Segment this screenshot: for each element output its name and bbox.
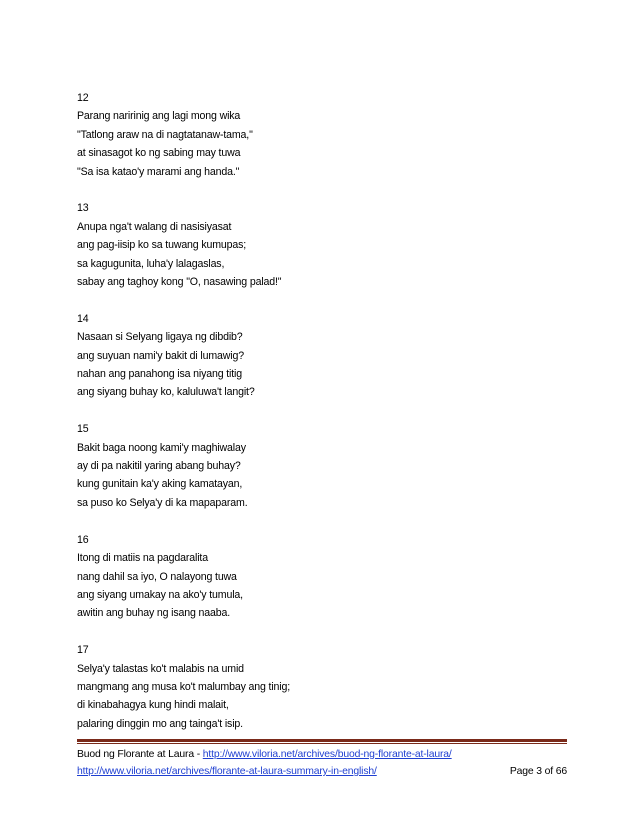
stanza-number: 12	[77, 92, 89, 104]
footer-title: Buod ng Florante at Laura -	[77, 749, 203, 760]
stanza-line: Parang naririnig ang lagi mong wika	[77, 110, 241, 123]
stanza-line: di kinabahagya kung hindi malait,	[77, 699, 229, 712]
stanza-line: Anupa nga't walang di nasisiyasat	[77, 220, 232, 233]
footer-link-summary[interactable]: http://www.viloria.net/archives/florante-at-laura-summary-in-english/	[77, 766, 377, 777]
stanza-line: sa kagugunita, luha'y lalagaslas,	[77, 257, 225, 270]
stanza-line: awitin ang buhay ng isang naaba.	[77, 607, 231, 620]
stanza-line: kung gunitain ka'y aking kamatayan,	[77, 478, 243, 491]
stanza-number: 14	[77, 312, 89, 325]
stanza-line: ang siyang umakay na ako'y tumula,	[77, 588, 243, 601]
stanza-line: Itong di matiis na pagdaralita	[77, 552, 208, 565]
stanza-line: "Tatlong araw na di nagtatanaw-tama,"	[77, 128, 253, 141]
stanza-number: 16	[77, 533, 89, 546]
footer-divider-thin	[77, 743, 567, 744]
stanza-line: sabay ang taghoy kong "O, nasawing palad!"	[77, 276, 282, 289]
stanza	[77, 310, 567, 402]
stanza-number: 13	[77, 202, 89, 215]
stanza-line: sa puso ko Selya'y di ka mapaparam.	[77, 496, 248, 509]
footer-link-buod[interactable]: http://www.viloria.net/archives/buod-ng-florante-at-laura/	[202, 749, 452, 760]
stanza	[77, 641, 567, 733]
stanza-line: nahan ang panahong isa niyang titig	[77, 368, 242, 381]
stanza-number: 17	[77, 644, 89, 657]
stanza	[77, 531, 567, 623]
stanza-line: Nasaan si Selyang ligaya ng dibdib?	[77, 331, 243, 344]
stanza-line: palaring dinggin mo ang tainga't isip.	[77, 717, 243, 730]
footer-divider-thick	[77, 739, 567, 742]
stanza-line: nang dahil sa iyo, O nalayong tuwa	[77, 570, 237, 583]
stanza-line: ang siyang buhay ko, kaluluwa't langit?	[77, 386, 255, 399]
stanza-line: ang pag-iisip ko sa tuwang kumupas;	[77, 239, 247, 252]
stanza-line: ang suyuan nami'y bakit di lumawig?	[77, 349, 244, 362]
page-footer	[77, 739, 567, 780]
stanza-line: at sinasagot ko ng sabing may tuwa	[77, 147, 241, 160]
stanza-line: Selya'y talastas ko't malabis na umid	[77, 662, 244, 675]
page-number: Page 3 of 66	[509, 766, 567, 777]
stanza-line: "Sa isa katao'y marami ang handa."	[77, 165, 240, 178]
footer-line-1	[77, 746, 567, 763]
stanza-number: 15	[77, 423, 89, 436]
stanza-line: mangmang ang musa ko't malumbay ang tinig;	[77, 680, 291, 693]
stanza-line: Bakit baga noong kami'y maghiwalay	[77, 441, 246, 454]
stanza	[77, 89, 567, 181]
stanza-line: ay di pa nakitil yaring abang buhay?	[77, 460, 241, 473]
poem-body	[77, 89, 567, 752]
footer-text	[77, 746, 567, 780]
footer-line-2	[77, 763, 567, 780]
stanza	[77, 420, 567, 512]
stanza	[77, 199, 567, 291]
